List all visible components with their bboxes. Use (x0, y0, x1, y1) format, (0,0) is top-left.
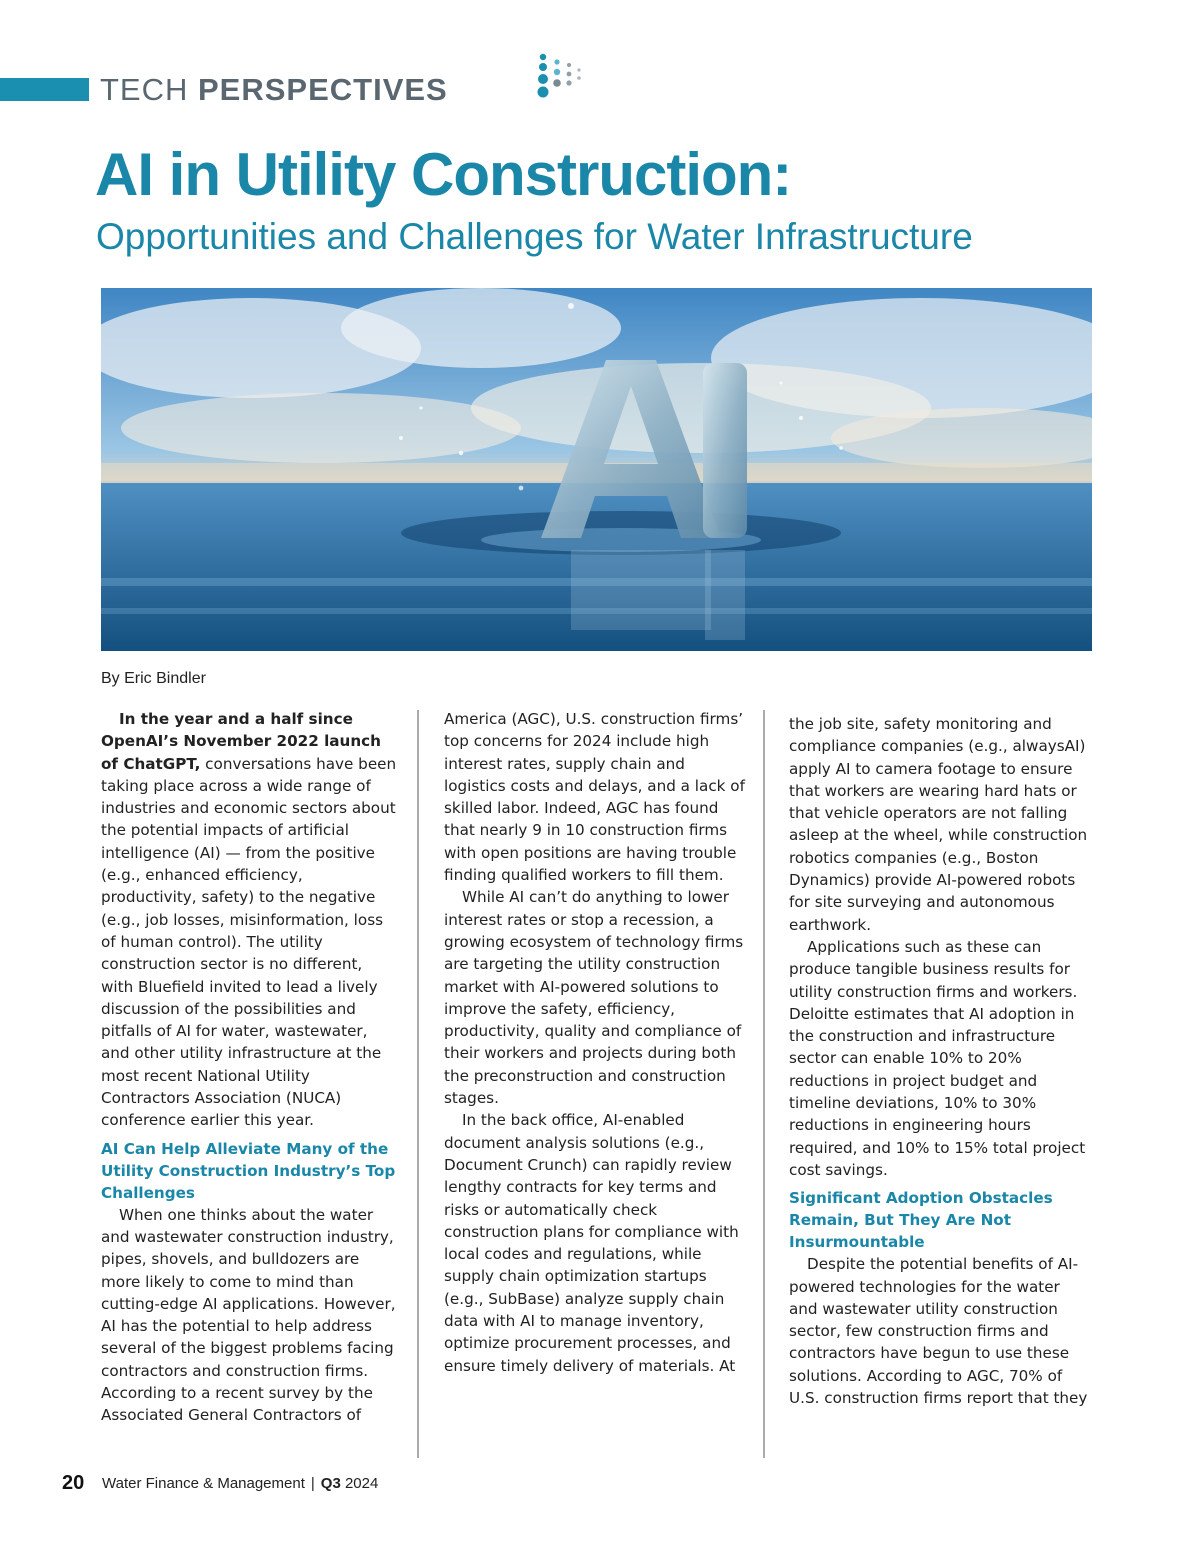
publication-name: Water Finance & Management (102, 1475, 305, 1492)
body-paragraph: America (AGC), U.S. construction firms’ top concerns for 2024 include high interest rates, supply chain and logistics costs and delays, and a lack of skilled labor. Indeed, AGC has found that nearly 9 in 10 construction firms with open positions are having trouble finding qualified workers to fill them. (444, 710, 745, 885)
subhead-1: AI Can Help Alleviate Many of the Utility Construction Industry’s Top Challenges (101, 1139, 396, 1202)
lead-in: In the year and a half since OpenAI’s November 2022 launch of ChatGPT, (101, 710, 381, 773)
body-paragraph: Applications such as these can produce tangible business results for utility construction firms and workers. Deloitte estimates that AI adoption in the construction and infrastructure sector can enable 10% to 20% reductions in project budget and timeline deviations, 10% to 30% reductions in engineering hours required, and 10% to 15% total project cost savings. (789, 937, 1086, 1179)
article-subtitle: Opportunities and Challenges for Water Infrastructure (96, 216, 973, 257)
intro-paragraph (101, 708, 397, 1132)
body-paragraph: In the back office, AI-enabled document analysis solutions (e.g., Document Crunch) can rapidly review lengthy contracts for key terms and risks or automatically check construction plans for compliance with local codes and regulations, while supply chain optimization startups (e.g., SubBase) analyze supply chain data with AI to manage inventory, optimize procurement processes, and ensure timely delivery of materials. At (444, 1111, 739, 1375)
issue-quarter: Q3 (320, 1475, 341, 1492)
column-1 (101, 708, 397, 1427)
column-2 (444, 708, 746, 1377)
hero-image (101, 288, 1092, 651)
section-label-light: TECH (100, 72, 198, 107)
body-paragraph: While AI can’t do anything to lower interest rates or stop a recession, a growing ecosystem of technology firms are targeting the utility construction market with AI-powered solutions to improve the safety, efficiency, productivity, quality and compliance of their workers and projects during both the preconstruction and construction stages. (444, 888, 744, 1108)
article-title: AI in Utility Construction: (95, 141, 792, 208)
subhead-2: Significant Adoption Obstacles Remain, But They Are Not Insurmountable (789, 1189, 1053, 1252)
body-paragraph: the job site, safety monitoring and compliance companies (e.g., alwaysAI) apply AI to camera footage to ensure that workers are wearing hard hats or that vehicle operators are not falling asleep at the wheel, while construction robotics companies (e.g., Boston Dynamics) provide AI-powered robots for site surveying and autonomous earthwork. (789, 715, 1088, 934)
body-paragraph: Despite the potential benefits of AI-powered technologies for the water and wastewater utility construction sector, few construction firms and contractors have begun to use these solutions. According to AGC, 70% of U.S. construction firms report that they (789, 1255, 1088, 1408)
section-accent-bar (0, 78, 89, 101)
intro-text: conversations have been taking place across a wide range of industries and economic sectors about the potential impacts of artificial intelligence (AI) — from the positive (e.g., enhanced efficiency, productivity, safety) to the negative (e.g., job losses, misinformation, loss of human control). The utility construction sector is no different, with Bluefield invited to lead a lively discussion of the possibilities and pitfalls of AI for water, wastewater, and other utility infrastructure at the most recent National Utility Contractors Association (NUCA) conference earlier this year. (101, 754, 397, 1130)
footer-publication (102, 1475, 378, 1492)
issue-year: 2024 (340, 1475, 379, 1492)
column-3 (789, 713, 1091, 1409)
body-paragraph: When one thinks about the water and wastewater construction industry, pipes, shovels, and bulldozers are more likely to come to mind than cutting-edge AI applications. However, AI has the potential to help address several of the biggest problems facing contractors and construction firms. According to a recent survey by the Associated General Contractors of (101, 1205, 396, 1425)
section-label-bold: PERSPECTIVES (198, 72, 448, 107)
byline: By Eric Bindler (101, 670, 206, 687)
column-rule (417, 710, 419, 1458)
column-rule (763, 710, 765, 1458)
dot-pattern-logo (535, 52, 585, 102)
footer-separator: | (310, 1475, 315, 1492)
page-number: 20 (62, 1472, 85, 1494)
section-label (100, 72, 448, 108)
